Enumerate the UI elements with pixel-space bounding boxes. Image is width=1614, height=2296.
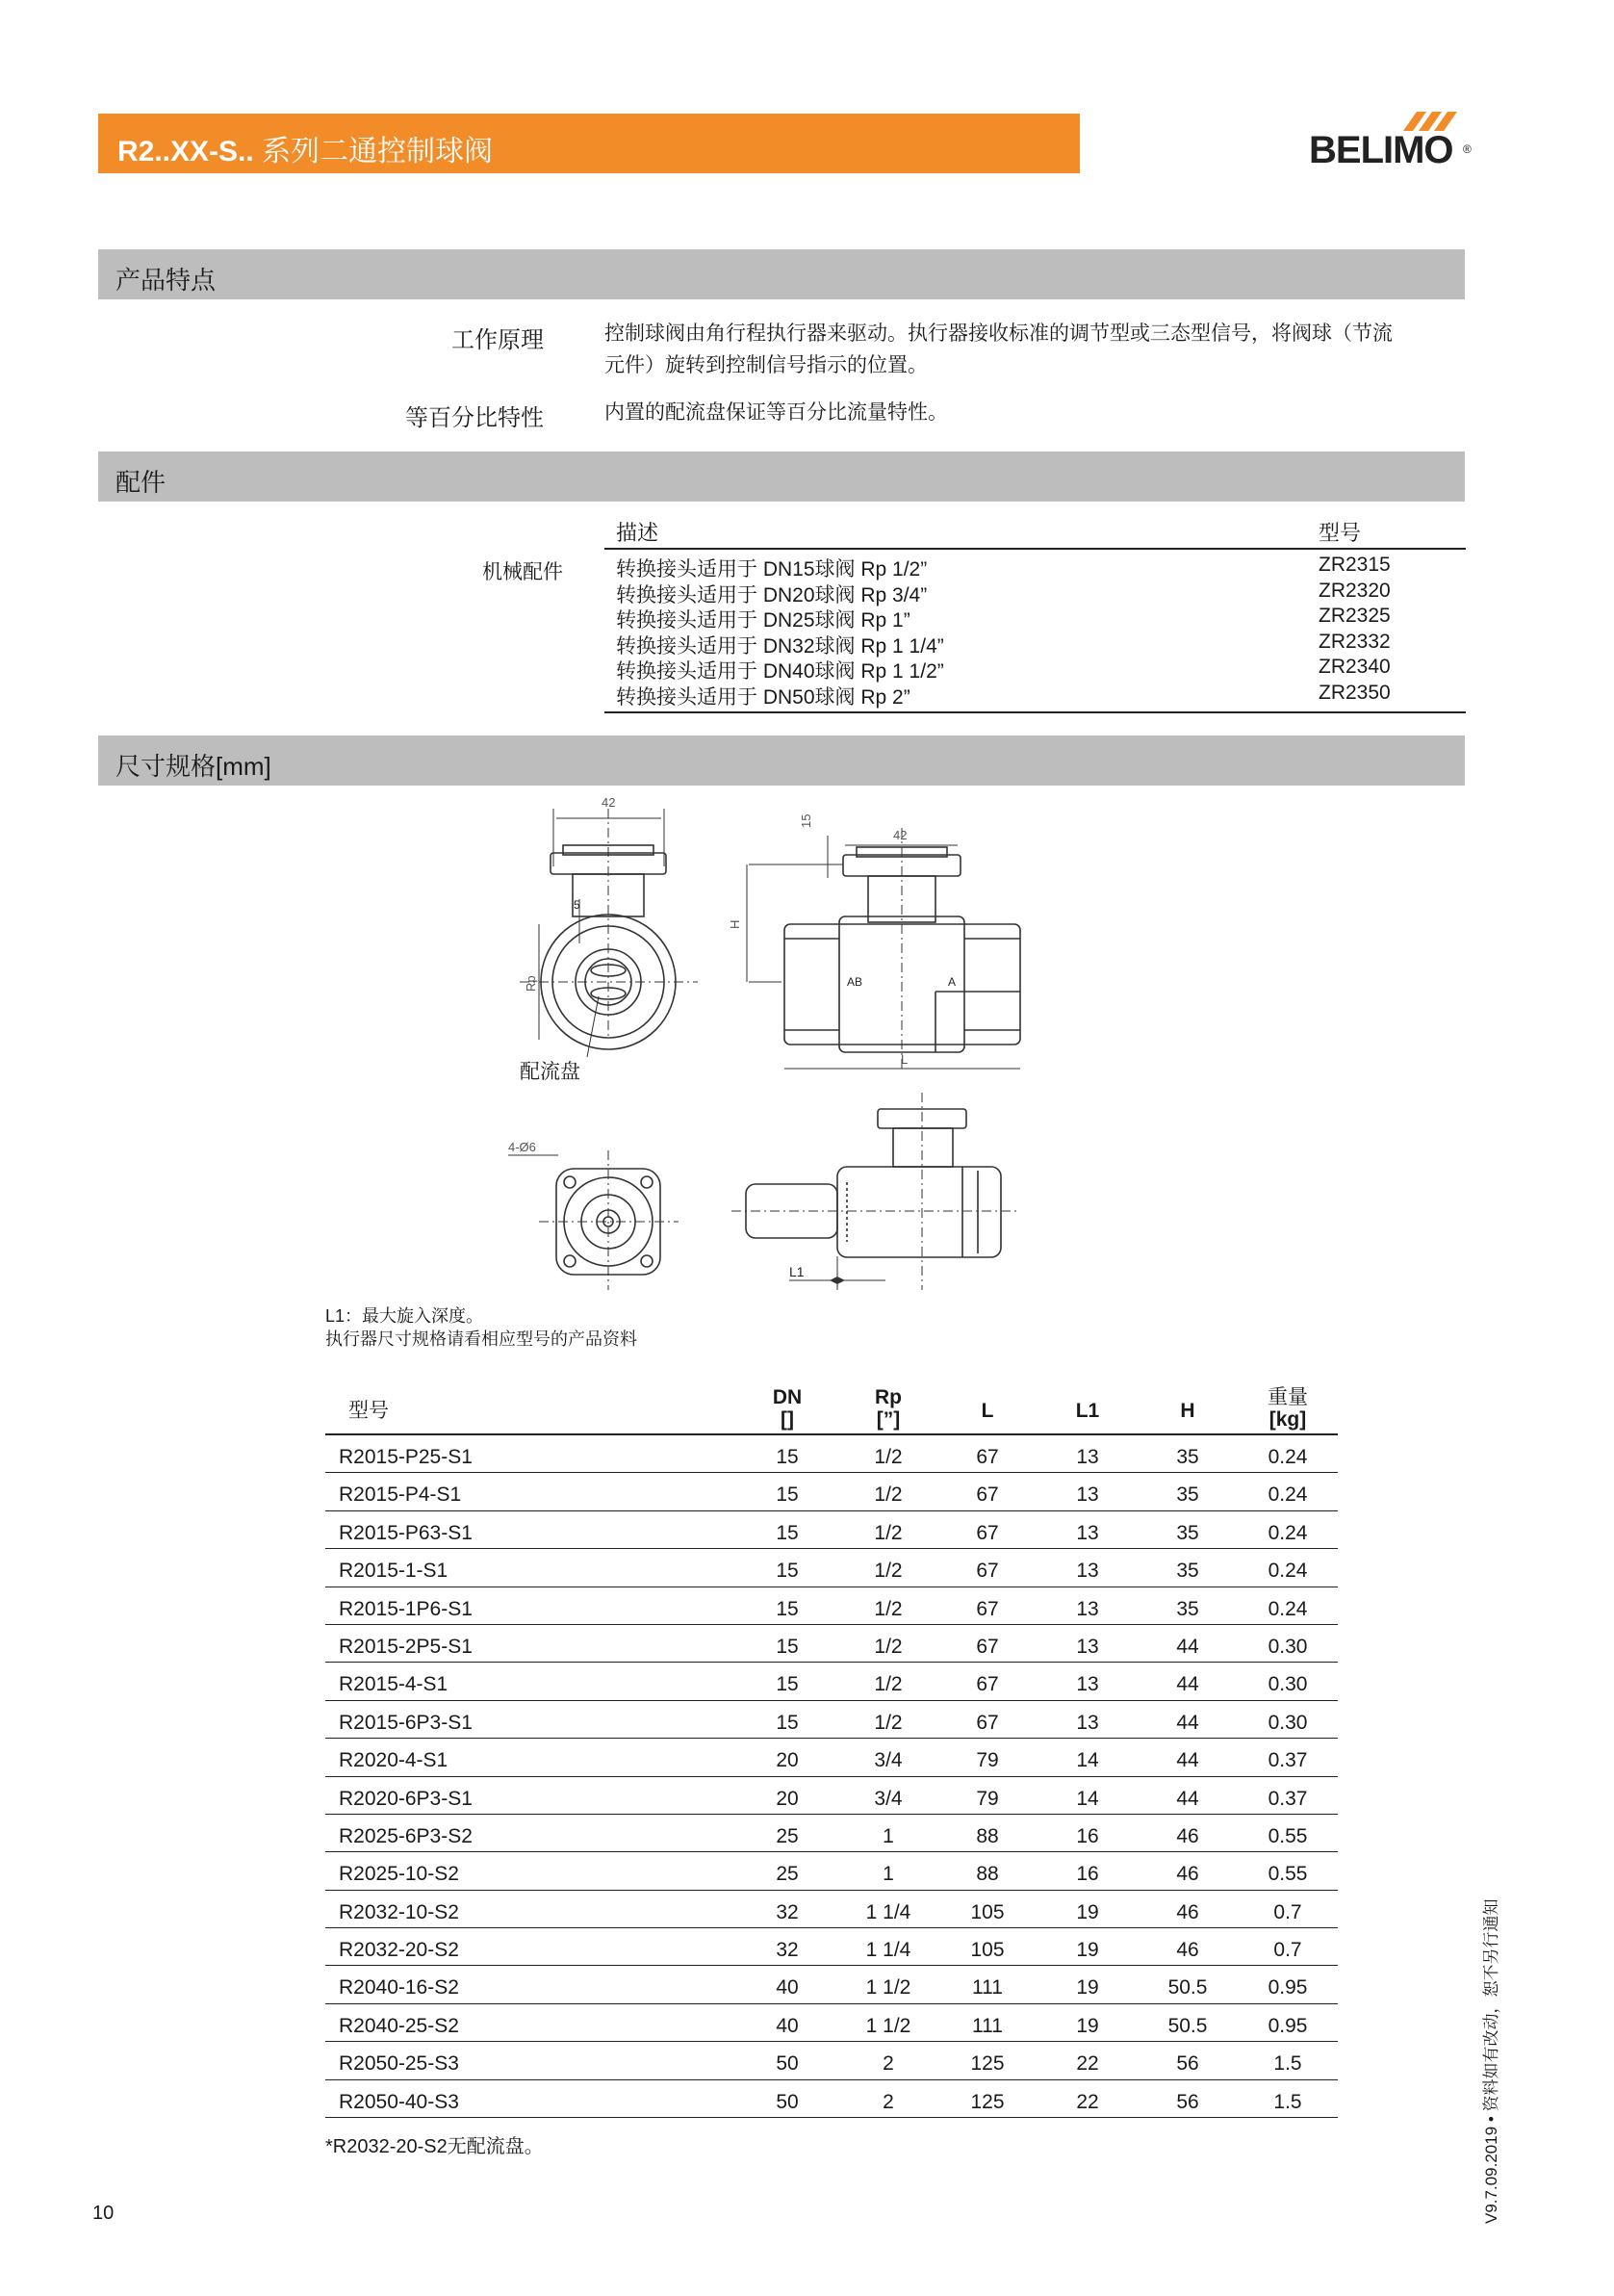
cell-l: 67 [976,1635,999,1658]
cell-l: 67 [976,1483,999,1507]
dim-5: 5 [574,898,580,912]
cell-w: 0.24 [1268,1483,1308,1507]
cell-model: R2020-4-S1 [339,1749,448,1772]
port-a-label: A [948,975,957,989]
col-model: 型号 [348,1400,389,1422]
cell-model: R2015-4-S1 [339,1673,448,1696]
accessory-desc: 转换接头适用于 DN20球阀 Rp 3/4” [616,583,928,606]
accessory-type: ZR2350 [1319,682,1391,704]
accessory-desc: 转换接头适用于 DN50球阀 Rp 2” [616,686,910,709]
cell-rp: 3/4 [874,1787,903,1810]
accessory-type: ZR2315 [1319,554,1391,576]
principle-label: 工作原理 [451,327,544,353]
cell-dn: 40 [776,1976,799,1999]
cell-rp: 1/2 [874,1673,903,1696]
cell-l1: 13 [1076,1560,1099,1583]
cell-model: R2025-10-S2 [339,1863,459,1886]
cell-l: 111 [972,2014,1003,2037]
accessory-category: 机械配件 [482,561,563,583]
cell-rp: 1 1/4 [865,1900,911,1923]
cell-dn: 32 [776,1939,799,1962]
cell-l: 79 [976,1787,999,1810]
cell-h: 56 [1176,2052,1199,2076]
col-rp: Rp [”] [875,1386,902,1431]
accessory-type: ZR2340 [1319,656,1391,679]
cell-h: 46 [1176,1863,1199,1886]
cell-h: 46 [1176,1900,1199,1923]
dim-h: H [728,919,742,929]
accessory-desc: 转换接头适用于 DN40球阀 Rp 1 1/2” [616,660,944,684]
cell-l1: 14 [1076,1749,1099,1772]
table-row [325,1549,1338,1587]
cell-l1: 19 [1076,2014,1099,2037]
cell-dn: 20 [776,1749,799,1772]
cell-w: 0.37 [1268,1749,1308,1772]
cell-rp: 1/2 [874,1521,903,1544]
note-actuator: 执行器尺寸规格请看相应型号的产品资料 [325,1329,637,1349]
table-row [325,2004,1338,2042]
cell-h: 44 [1176,1673,1199,1696]
cell-model: R2032-20-S2 [339,1939,459,1962]
cell-h: 44 [1176,1635,1199,1658]
col-l1: L1 [1075,1400,1100,1422]
dim-l1: L1 [789,1264,805,1279]
cell-l1: 19 [1076,1976,1099,1999]
cell-l1: 13 [1076,1635,1099,1658]
accessory-type: ZR2332 [1319,630,1391,653]
table-row [325,1625,1338,1663]
page-number: 10 [92,2203,115,2224]
cell-w: 0.7 [1273,1939,1302,1962]
cell-rp: 1 1/2 [865,1976,911,1999]
accessory-desc: 转换接头适用于 DN15球阀 Rp 1/2” [616,558,928,580]
col-weight: 重量 [kg] [1268,1386,1308,1431]
cell-w: 0.24 [1268,1560,1308,1583]
col-type: 型号 [1319,521,1362,545]
footnote: *R2032-20-S2无配流盘。 [325,2136,544,2157]
port-ab-label: AB [847,975,863,989]
table-row [325,1891,1338,1928]
equal-percentage-label: 等百分比特性 [405,405,544,431]
note-l1: L1：最大旋入深度。 [325,1306,484,1326]
cell-w: 0.30 [1268,1635,1308,1658]
cell-rp: 1 1/2 [865,2014,911,2037]
principle-line-2: 元件）旋转到控制信号指示的位置。 [604,354,928,376]
cell-l: 105 [970,1900,1005,1923]
cell-w: 1.5 [1273,2052,1302,2076]
cell-h: 50.5 [1167,2014,1208,2037]
dim-width-left: 42 [602,795,616,810]
cell-l: 67 [976,1711,999,1734]
cell-l: 79 [976,1749,999,1772]
principle-line-1: 控制球阀由角行程执行器来驱动。执行器接收标准的调节型或三态型信号，将阀球（节流 [604,322,1393,345]
cell-h: 35 [1176,1560,1199,1583]
col-l: L [981,1400,994,1422]
cell-dn: 50 [776,2090,799,2113]
cell-l1: 22 [1076,2090,1099,2113]
cell-h: 50.5 [1167,1976,1208,1999]
cell-dn: 32 [776,1900,799,1923]
flow-disc-caption: 配流盘 [520,1061,580,1083]
cell-model: R2015-P25-S1 [339,1446,473,1468]
cell-model: R2032-10-S2 [339,1900,459,1923]
cell-l: 88 [976,1824,999,1847]
cell-model: R2015-1P6-S1 [339,1597,473,1620]
cell-h: 44 [1176,1711,1199,1734]
cell-w: 0.37 [1268,1787,1308,1810]
table-row [325,1511,1338,1549]
table-row [325,1852,1338,1890]
cell-w: 0.30 [1268,1711,1308,1734]
cell-l1: 22 [1076,2052,1099,2076]
dim-15: 15 [799,813,813,828]
cell-rp: 1/2 [874,1597,903,1620]
cell-rp: 1 [883,1863,894,1886]
cell-model: R2050-40-S3 [339,2090,459,2113]
cell-h: 35 [1176,1597,1199,1620]
spec-table [325,1380,1338,2118]
cell-model: R2015-1-S1 [339,1560,448,1583]
cell-dn: 50 [776,2052,799,2076]
cell-w: 0.30 [1268,1673,1308,1696]
cell-dn: 15 [776,1483,799,1507]
cell-l: 67 [976,1673,999,1696]
cell-dn: 15 [776,1560,799,1583]
cell-h: 35 [1176,1446,1199,1468]
cell-w: 0.55 [1268,1824,1308,1847]
accessory-type: ZR2320 [1319,579,1391,602]
dim-hole: 4-Ø6 [508,1140,536,1154]
cell-h: 46 [1176,1824,1199,1847]
cell-rp: 1 [883,1824,894,1847]
cell-dn: 15 [776,1673,799,1696]
cell-model: R2015-2P5-S1 [339,1635,473,1658]
cell-dn: 20 [776,1787,799,1810]
cell-rp: 2 [883,2090,894,2113]
notes [325,1304,637,1351]
cell-model: R2025-6P3-S2 [339,1824,473,1847]
cell-l: 67 [976,1521,999,1544]
cell-dn: 15 [776,1635,799,1658]
cell-l: 125 [970,2052,1005,2076]
table-row [325,1966,1338,2003]
cell-w: 0.24 [1268,1597,1308,1620]
version-note: V9.7.09.2019 • 资料如有改动，恕不另行通知 [1482,1898,1500,2224]
cell-l1: 14 [1076,1787,1099,1810]
col-description: 描述 [616,521,659,545]
dim-l: L [901,1052,909,1067]
col-dn: DN [] [772,1386,803,1431]
cell-dn: 25 [776,1824,799,1847]
cell-l1: 13 [1076,1711,1099,1734]
cell-rp: 1/2 [874,1446,903,1468]
table-row [325,1663,1338,1700]
cell-dn: 15 [776,1446,799,1468]
section-dimensions-title: 尺寸规格[mm] [115,752,271,781]
cell-h: 44 [1176,1749,1199,1772]
cell-model: R2015-6P3-S1 [339,1711,473,1734]
table-row [325,1928,1338,1966]
dim-rp: Rp [524,975,538,992]
cell-w: 0.24 [1268,1521,1308,1544]
col-h: H [1180,1400,1195,1422]
cell-rp: 1/2 [874,1635,903,1658]
cell-h: 35 [1176,1521,1199,1544]
cell-l1: 13 [1076,1483,1099,1507]
cell-dn: 40 [776,2014,799,2037]
cell-l: 105 [970,1939,1005,1962]
table-row [325,1739,1338,1776]
cell-l1: 13 [1076,1521,1099,1544]
accessory-desc: 转换接头适用于 DN32球阀 Rp 1 1/4” [616,634,944,658]
cell-rp: 2 [883,2052,894,2076]
cell-h: 56 [1176,2090,1199,2113]
cell-l: 67 [976,1560,999,1583]
table-row [325,1587,1338,1625]
cell-rp: 1 1/4 [865,1939,911,1962]
cell-model: R2040-16-S2 [339,1976,459,1999]
cell-h: 46 [1176,1939,1199,1962]
cell-w: 0.95 [1268,1976,1308,1999]
cell-l1: 13 [1076,1673,1099,1696]
cell-l1: 13 [1076,1446,1099,1468]
table-row [325,2080,1338,2118]
cell-w: 0.55 [1268,1863,1308,1886]
table-row [325,1815,1338,1852]
cell-rp: 3/4 [874,1749,903,1772]
cell-l1: 16 [1076,1863,1099,1886]
cell-model: R2020-6P3-S1 [339,1787,473,1810]
cell-model: R2050-25-S3 [339,2052,459,2076]
cell-model: R2040-25-S2 [339,2014,459,2037]
cell-dn: 25 [776,1863,799,1886]
accessory-desc: 转换接头适用于 DN25球阀 Rp 1” [616,609,910,632]
cell-rp: 1/2 [874,1560,903,1583]
spec-table-header [325,1380,1338,1435]
logo-wordmark: BELIMO [1309,129,1453,171]
table-row [325,1777,1338,1815]
cell-l1: 19 [1076,1900,1099,1923]
page-title: R2..XX-S.. 系列二通控制球阀 [117,136,494,168]
table-row [325,1435,1338,1473]
cell-model: R2015-P4-S1 [339,1483,462,1507]
cell-l1: 19 [1076,1939,1099,1962]
cell-l: 111 [972,1976,1003,1999]
section-accessories-title: 配件 [115,468,167,497]
cell-w: 0.95 [1268,2014,1308,2037]
table-row [325,2042,1338,2079]
table-row [325,1473,1338,1510]
table-row [325,1701,1338,1739]
cell-w: 0.24 [1268,1446,1308,1468]
cell-dn: 15 [776,1711,799,1734]
cell-w: 0.7 [1273,1900,1302,1923]
cell-l: 125 [970,2090,1005,2113]
accessory-type: ZR2325 [1319,605,1391,628]
cell-l: 88 [976,1863,999,1886]
dim-width-right: 42 [893,828,908,842]
cell-dn: 15 [776,1521,799,1544]
equal-percentage-text: 内置的配流盘保证等百分比流量特性。 [604,401,948,424]
cell-w: 1.5 [1273,2090,1302,2113]
spec-table-body [325,1435,1338,2118]
cell-l: 67 [976,1597,999,1620]
cell-h: 44 [1176,1787,1199,1810]
section-features-title: 产品特点 [115,266,217,295]
cell-rp: 1/2 [874,1711,903,1734]
cell-model: R2015-P63-S1 [339,1521,473,1544]
logo-registered: ® [1463,142,1472,156]
cell-rp: 1/2 [874,1483,903,1507]
cell-l1: 13 [1076,1597,1099,1620]
cell-dn: 15 [776,1597,799,1620]
cell-l1: 16 [1076,1824,1099,1847]
cell-h: 35 [1176,1483,1199,1507]
cell-l: 67 [976,1446,999,1468]
